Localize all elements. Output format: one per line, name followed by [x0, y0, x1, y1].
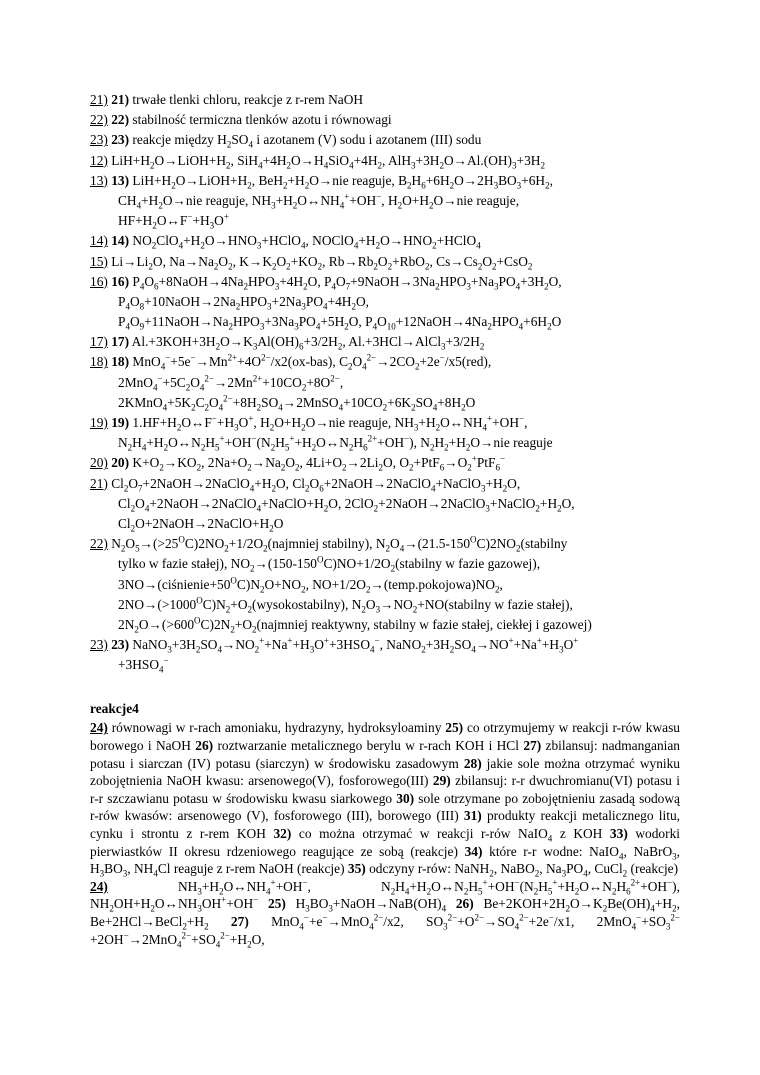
document-page: [90, 90, 680, 948]
list-item-line: 21) $Cl_2O_7+2NaOH\to 2NaClO_4+H_2O$, $Cl_2O_6+2NaOH\to 2NaClO_4+NaClO_3+H_2O$,: [90, 475, 521, 494]
list-item-line: 23) 23) reakcje między $H_2SO_4$ i azotanem (V) sodu i azotanem (III) sodu: [90, 132, 482, 151]
list-item-line: 23) 23) $NaNO_3+3H_2SO_4\to NO_2^++Na^++H_3O^++3HSO_4^-$, $NaNO_2+3H_2SO_4\to NO^++Na^++H_3O^+$: [90, 635, 579, 655]
continuation-line: $2N_2O\to(>600^OC)2N_2+O_2(najmniej$ reaktywny, stabilny w fazie stałej, ciekłej i gazowej): [118, 615, 592, 635]
section-spacer: [90, 675, 680, 699]
list-item-line: 12) $LiH+H_2O\to LiOH+H_2$, $SiH_4+4H_2O\to H_4SiO_4+4H_2$, $AlH_3+3H_2O\to Al.(OH)_3+3H_2$: [90, 152, 545, 171]
list-item-line: 21) 21) trwałe tlenki chloru, reakcje z r-rem NaOH: [90, 92, 364, 107]
list-item-line: 19) 19) $1.HF+H_2O\leftrightarrow F^-+H_3O^+$, $H_2O+H_2O\to nie$ reaguje, $NH_3+H_2O\leftrightarrow NH_4^++OH^-$,: [90, 413, 528, 433]
continuation-line: $2KMnO_4+5K_2C_2O_4^{2-}+8H_2SO_4\to 2MnSO_4+10CO_2+6K_2SO_4+8H_2O$: [118, 393, 476, 413]
list-item-line: 14) 14) $NO_2ClO_4+H_2O\to HNO_3+HClO_4$, $NOClO_4+H_2O\to HNO_2+HClO_4$: [90, 233, 481, 251]
list-item-line: 16) 16) $P_4O_6+8NaOH\to 4Na_2HPO_3+4H_2O$, $P_4O_7+9NaOH\to 3Na_2HPO_3+Na_3PO_4+3H_2O$,: [90, 273, 562, 292]
continuation-line: $P_4O_8+10NaOH\to 2Na_2HPO_3+2Na_3PO_4+4H_2O$,: [118, 293, 369, 312]
continuation-line: $HF+H_2O\leftrightarrow F^-+H_3O^+$: [118, 211, 229, 231]
continuation-line: $2MnO_4^-+5C_2O_4^{2-}\to 2Mn^{2+}+10CO_2+8O^{2-}$,: [118, 373, 344, 393]
list-item-line: 13) 13) $LiH+H_2O\to LiOH+H_2$, $BeH_2+H_2O\to nie$ reaguje, $B_2H_6+6H_2O\to 2H_3BO_3+6H_2$,: [90, 172, 553, 191]
continuation-line: $3NO\to(ciśnienie+50^OC)N_2O+NO_2$, $NO+1/2O_2\to(temp.pokojowa)NO_2$,: [118, 575, 503, 595]
answer-list: [90, 90, 680, 675]
list-item-line: 17) 17) $Al.+3KOH+3H_2O\to K_3Al(OH)_6+3/2H_2$, $Al.+3HCl\to AlCl_3+3/2H_2$: [90, 334, 485, 352]
list-item-line: 18) 18) $MnO_4^-+5e^-\to Mn^{2+}+4O^{2-}/x2(ox-bas)$, $C_2O_4^{2-}\to 2CO_2+2e^-/x5(red)$,: [90, 352, 492, 373]
continuation-line: $CH_4+H_2O\to nie$ reaguje, $NH_3+H_2O\leftrightarrow NH_4^++OH^-$, $H_2O+H_2O\to nie$ reaguje,: [118, 191, 520, 211]
continuation-line: tylko w fazie stałej), $NO_2\to(150-150^OC)NO+1/2O_2(stabilny$ w fazie gazowej),: [118, 554, 541, 574]
list-item-line: 15) $Li\to Li_2O$, $Na\to Na_2O_2$, $K\to K_2O_2+KO_2$, $Rb\to Rb_2O_2+RbO_2$, $Cs\to Cs_2O_2+CsO_2$: [90, 253, 533, 272]
continuation-line: $+3HSO_4^-$: [118, 655, 169, 675]
continuation-line: $P_4O_9+11NaOH\to Na_2HPO_3+3Na_3PO_4+5H_2O$, $P_4O_{10}+12NaOH\to 4Na_2HPO_4+6H_2O$: [118, 314, 562, 332]
list-item-line: 22) $N_2O_5\to(>25^OC)2NO_2+1/2O_2(najmniej$ stabilny), $N_2O_4\to(21.5-150^OC)2NO_2(stabilny$: [90, 534, 568, 554]
continuation-line: $2NO\to(>1000^OC)N_2+O_2(wysokostabilny)$, $N_2O_3\to NO_2+NO(stabilny$ w fazie stałej),: [118, 595, 573, 615]
list-item-line: 20) 20) $K+O_2\to KO_2$, $2Na+O_2\to Na_2O_2$, $4Li+O_2\to 2Li_2O$, $O_2+PtF_6\to O_2^+PtF_6^-$: [90, 453, 506, 474]
continuation-line: $Cl_2O_4+2NaOH\to 2NaClO_4+NaClO+H_2O$, $2ClO_2+2NaOH\to 2NaClO_3+NaClO_2+H_2O$,: [118, 495, 575, 514]
section-heading: reakcje4: [90, 701, 139, 717]
continuation-line: $Cl_2O+2NaOH\to 2NaClO+H_2O$: [118, 515, 284, 534]
continuation-line: $N_2H_4+H_2O\leftrightarrow N_2H_5^++OH^-(N_2H_5^++H_2O\leftrightarrow N_2H_6^{2+}+OH^-)$, $N_2H_2+H_2O\to nie$ reaguje: [118, 433, 553, 453]
section-paragraph: 24) równowagi w r-rach amoniaku, hydrazyny, hydroksyloaminy 25) co otrzymujemy w reakcji r-rów kwasu borowego i NaOH 26) roztwarzanie metalicznego berylu w r-rach KOH i HCl 27) zbilansuj: nadmanganian potasu i siarczan (IV) potasu (siarczyn) w środowisku zasadowym 28) jakie sole można otrzymać wyniku zobojętnienia NaOH kwasu: arsenowego(V), fosforowego(III) 29) zbilansuj: r-r dwuchromianu(VI) potasu i r-r szczawianu potasu w środowisku kwasu siarkowego 30) sole otrzymane po zobojętnieniu zasadą sodową r-rów kwasów: arsenowego (V), fosforowego (III), borowego (III) 31) produkty reakcji metalicznego litu, cynku i strontu z r-rem KOH 32) co można otrzymać w reakcji r-rów NaIO$_4$ z KOH 33) wodorki pierwiastków II okresu rdzeniowego reagujące ze sobą (reakcje) 34) które r-r wodne: NaIO$_4$, NaBrO$_3$, $H_3BO_3$, $NH_4Cl$ reaguje z r-rem NaOH (reakcje) 35) odczyny r-rów: NaNH$_2$, NaBO$_2$, $Na_3PO_4$, CuCl$_2$ (reakcje) 24) $NH_3+H_2O\leftrightarrow NH_4^++OH^-$, $N_2H_4+H_2O\leftrightarrow N_2H_5^++OH^-(N_2H_5^++H_2O\leftrightarrow N_2H_6^{2+}+OH^-)$, $NH_2OH+H_2O\leftrightarrow NH_3OH^++OH^-$ 25) $H_3BO_3+NaOH\to NaB(OH)_4$ 26) $Be+2KOH+2H_2O\to K_2Be(OH)_4+H_2$, $Be+2HCl\to BeCl_2+H_2$ 27) MnO$_4$−+e−→MnO$_4^{2-}$/x2, $SO_3^{2-}+O^{2-}\to SO_4^{2-}+2e^-/x1$, $2MnO_4^-+SO_3^{2-}+2OH^-\to 2MnO_4^{2-}+SO_4^{2-}+H_2O$,: [90, 720, 681, 950]
list-item-line: 22) 22) stabilność termiczna tlenków azotu i równowagi: [90, 112, 392, 128]
